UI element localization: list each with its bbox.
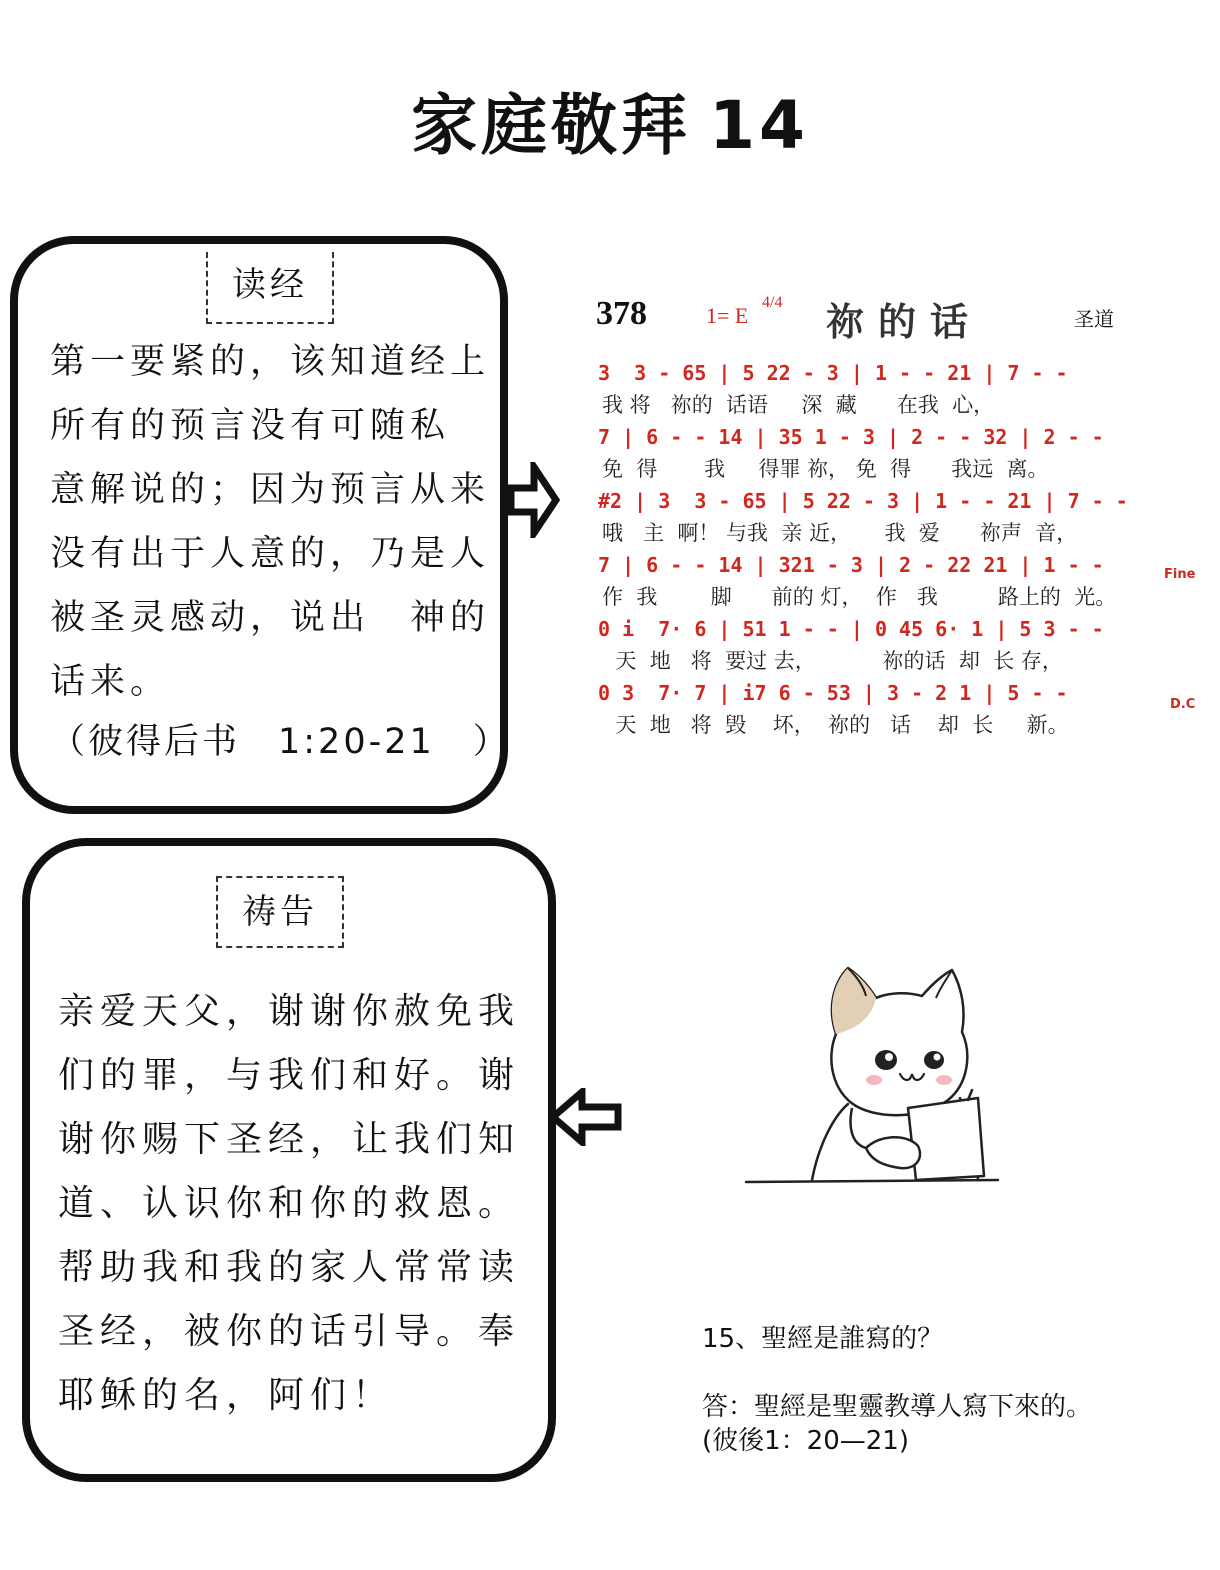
reading-line: 所有的预言没有可随私	[50, 406, 451, 446]
fine-mark: Fine	[1164, 567, 1196, 582]
hymn-notes: 3 3 - 65 | 5 22 - 3 | 1 - - 21 | 7 - -	[598, 361, 1068, 385]
reading-reference: （彼得后书 1:20-21 ）	[50, 722, 511, 762]
prayer-text	[58, 980, 540, 1428]
reading-text	[50, 330, 490, 714]
hymn-sheet	[590, 285, 1212, 755]
reading-line: 第一要紧的，该知道经上	[50, 342, 491, 382]
arrow-right-icon	[508, 462, 560, 538]
hymn-notes: 7 | 6 - - 14 | 35 1 - 3 | 2 - - 32 | 2 - -	[598, 425, 1104, 449]
hymn-lyrics: 作 我 脚 前的 灯， 作 我 路上的 光。	[602, 585, 1117, 609]
hymn-lyrics: 免 得 我 得罪 祢， 免 得 我远 离。	[602, 457, 1049, 481]
hymn-header	[590, 285, 1212, 345]
hymn-lyrics: 我 将 祢的 话语 深 藏 在我 心，	[602, 393, 995, 417]
prayer-line: 耶稣的名，阿们！	[58, 1375, 395, 1416]
reading-card	[10, 236, 511, 814]
prayer-line: 亲爱天父，谢谢你赦免我	[58, 991, 521, 1032]
reading-line: 话来。	[50, 662, 171, 702]
hymn-key: 1= E	[706, 303, 749, 328]
page-title-text: 家庭敬拜	[411, 87, 692, 164]
hymn-lyrics: 哦 主 啊！ 与我 亲 近， 我 爱 祢声 音，	[602, 521, 1078, 545]
hymn-author: 圣道	[1074, 307, 1114, 331]
prayer-label: 祷告	[216, 876, 344, 948]
hymn-row	[590, 617, 1212, 681]
hymn-notes: 7 | 6 - - 14 | 321 - 3 | 2 - 22 21 | 1 - -	[598, 553, 1104, 577]
prayer-line: 帮助我和我的家人常常读	[58, 1247, 521, 1288]
hymn-notes: 0 3 7· 7 | i7 6 - 53 | 3 - 2 1 | 5 - -	[598, 681, 1068, 705]
catechism-reference: (彼後1：20—21)	[702, 1426, 909, 1456]
hymn-number: 378	[596, 295, 647, 332]
dc-mark: D.C	[1170, 697, 1196, 712]
cat-illustration	[740, 958, 1010, 1198]
reading-label: 读经	[206, 252, 334, 324]
prayer-card	[22, 838, 556, 1482]
page-title-number: 14	[709, 87, 809, 164]
prayer-line: 道、认识你和你的救恩。	[58, 1183, 521, 1224]
hymn-notes: 0 i 7· 6 | 51 1 - - | 0 45 6· 1 | 5 3 - -	[598, 617, 1104, 641]
prayer-line: 圣经，被你的话引导。奉	[58, 1311, 521, 1352]
hymn-row	[590, 681, 1212, 745]
hymn-row	[590, 553, 1212, 617]
reading-line: 被圣灵感动，说出 神的	[50, 598, 491, 638]
catechism-answer: 答：聖經是聖靈教導人寫下來的。	[702, 1392, 1093, 1422]
hymn-lyrics: 天 地 将 要过 去， 祢的话 却 长 存，	[602, 649, 1063, 673]
catechism-question: 15、聖經是誰寫的？	[702, 1324, 944, 1354]
prayer-line: 们的罪，与我们和好。谢	[58, 1055, 521, 1096]
page-title	[0, 72, 1220, 167]
hymn-row	[590, 489, 1212, 553]
hymn-notes: #2 | 3 3 - 65 | 5 22 - 3 | 1 - - 21 | 7 - -	[598, 489, 1128, 513]
reading-line: 没有出于人意的，乃是人	[50, 534, 491, 574]
hymn-row	[590, 361, 1212, 425]
arrow-left-icon	[548, 1088, 622, 1146]
hymn-title: 祢的话	[826, 299, 983, 344]
hymn-time-signature: 4/4	[762, 294, 783, 311]
hymn-lyrics: 天 地 将 毁 坏， 祢的 话 却 长 新。	[602, 713, 1069, 737]
reading-line: 意解说的；因为预言从来	[50, 470, 491, 510]
prayer-line: 谢你赐下圣经，让我们知	[58, 1119, 521, 1160]
hymn-row	[590, 425, 1212, 489]
